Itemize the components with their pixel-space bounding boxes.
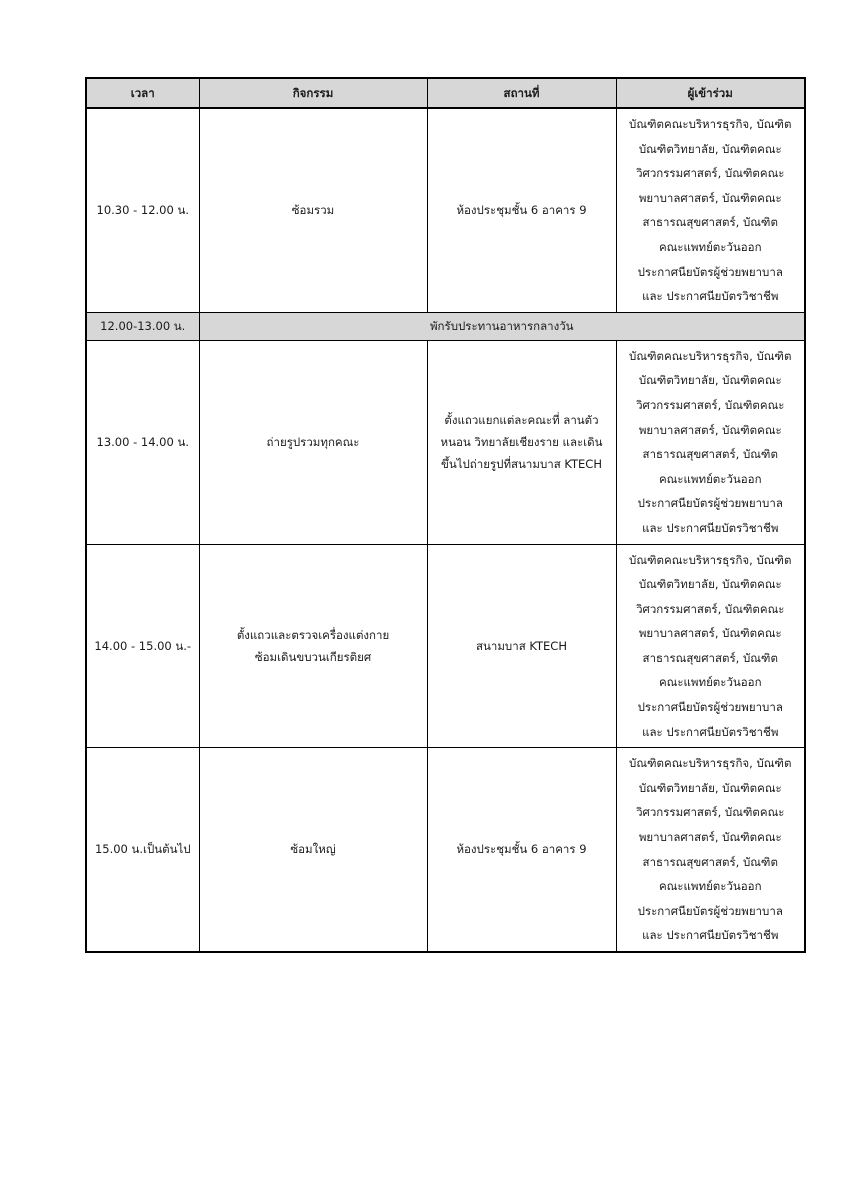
place-line: หนอน วิทยาลัยเชียงราย และเดิน bbox=[440, 435, 603, 450]
attendees-line: บัณฑิตคณะบริหารธุรกิจ, บัณฑิต bbox=[629, 117, 792, 131]
activity-cell: ซ้อมรวม bbox=[199, 108, 427, 312]
attendees-line: ประกาศนียบัตรผู้ช่วยพยาบาล bbox=[637, 496, 783, 511]
attendees-line: พยาบาลศาสตร์, บัณฑิตคณะ bbox=[638, 626, 782, 641]
attendees-cell bbox=[616, 340, 805, 544]
attendees-cell bbox=[616, 108, 805, 312]
activity-cell: ถ่ายรูปรวมทุกคณะ bbox=[199, 340, 427, 544]
attendees-line: ประกาศนียบัตรผู้ช่วยพยาบาล bbox=[637, 903, 783, 918]
attendees-line: สาธารณสุขศาสตร์, บัณฑิต bbox=[642, 447, 778, 462]
attendees-line: บัณฑิตคณะบริหารธุรกิจ, บัณฑิต bbox=[629, 552, 792, 567]
attendees-line: ประกาศนียบัตรผู้ช่วยพยาบาล bbox=[637, 264, 783, 279]
attendees-line: ประกาศนียบัตรผู้ช่วยพยาบาล bbox=[637, 700, 783, 715]
attendees-line: คณะแพทย์ตะวันออก bbox=[658, 239, 762, 254]
table-row bbox=[86, 748, 805, 952]
attendees-line: พยาบาลศาสตร์, บัณฑิตคณะ bbox=[638, 190, 782, 205]
attendees-line: บัณฑิตวิทยาลัย, บัณฑิตคณะ bbox=[638, 373, 782, 388]
attendees-line: คณะแพทย์ตะวันออก bbox=[658, 471, 762, 486]
header-place: สถานที่ bbox=[427, 78, 616, 108]
attendees-line: พยาบาลศาสตร์, บัณฑิตคณะ bbox=[638, 422, 782, 437]
attendees-line: วิศวกรรมศาสตร์, บัณฑิตคณะ bbox=[636, 601, 785, 616]
attendees-line: บัณฑิตวิทยาลัย, บัณฑิตคณะ bbox=[638, 780, 782, 795]
attendees-line: วิศวกรรมศาสตร์, บัณฑิตคณะ bbox=[636, 805, 785, 820]
time-cell: 14.00 - 15.00 น.- bbox=[86, 544, 199, 748]
activity-line: ตั้งแถวและตรวจเครื่องแต่งกาย bbox=[236, 627, 390, 642]
attendees-line: คณะแพทย์ตะวันออก bbox=[658, 675, 762, 690]
table-row bbox=[86, 108, 805, 312]
attendees-line: สาธารณสุขศาสตร์, บัณฑิต bbox=[642, 854, 778, 869]
schedule-table bbox=[85, 77, 806, 953]
break-cell: พักรับประทานอาหารกลางวัน bbox=[199, 312, 805, 340]
attendees-line: บัณฑิตวิทยาลัย, บัณฑิตคณะ bbox=[638, 141, 782, 156]
attendees-line: บัณฑิตคณะบริหารธุรกิจ, บัณฑิต bbox=[629, 348, 792, 363]
time-cell: 10.30 - 12.00 น. bbox=[86, 108, 199, 312]
place-cell: สนามบาส KTECH bbox=[427, 544, 616, 748]
header-activity: กิจกรรม bbox=[199, 78, 427, 108]
attendees-line: และ ประกาศนียบัตรวิชาชีพ bbox=[642, 724, 779, 739]
time-cell: 13.00 - 14.00 น. bbox=[86, 340, 199, 544]
place-cell: ห้องประชุมชั้น 6 อาคาร 9 bbox=[427, 108, 616, 312]
attendees-line: พยาบาลศาสตร์, บัณฑิตคณะ bbox=[638, 830, 782, 845]
table-header-row bbox=[86, 78, 805, 108]
table-row bbox=[86, 544, 805, 748]
attendees-line: วิศวกรรมศาสตร์, บัณฑิตคณะ bbox=[636, 166, 785, 181]
activity-line: ซ้อมเดินขบวนเกียรติยศ bbox=[254, 649, 372, 664]
attendees-cell bbox=[616, 544, 805, 748]
time-cell: 12.00-13.00 น. bbox=[86, 312, 199, 340]
attendees-line: วิศวกรรมศาสตร์, บัณฑิตคณะ bbox=[636, 397, 785, 412]
header-time: เวลา bbox=[86, 78, 199, 108]
attendees-line: และ ประกาศนียบัตรวิชาชีพ bbox=[642, 520, 779, 535]
attendees-cell bbox=[616, 748, 805, 952]
place-line: ขึ้นไปถ่ายรูปที่สนามบาส KTECH bbox=[441, 457, 602, 472]
place-cell bbox=[427, 340, 616, 544]
activity-cell: ซ้อมใหญ่ bbox=[199, 748, 427, 952]
attendees-line: สาธารณสุขศาสตร์, บัณฑิต bbox=[642, 215, 778, 230]
table-row-break bbox=[86, 312, 805, 340]
activity-cell bbox=[199, 544, 427, 748]
attendees-line: สาธารณสุขศาสตร์, บัณฑิต bbox=[642, 650, 778, 665]
table-row bbox=[86, 340, 805, 544]
header-attendees: ผู้เข้าร่วม bbox=[616, 78, 805, 108]
attendees-line: บัณฑิตวิทยาลัย, บัณฑิตคณะ bbox=[638, 577, 782, 592]
attendees-line: บัณฑิตคณะบริหารธุรกิจ, บัณฑิต bbox=[629, 756, 792, 771]
time-cell: 15.00 น.เป็นต้นไป bbox=[86, 748, 199, 952]
place-line: ตั้งแถวแยกแต่ละคณะที่ ลานตัว bbox=[444, 413, 599, 428]
attendees-line: และ ประกาศนียบัตรวิชาชีพ bbox=[642, 289, 779, 304]
attendees-line: คณะแพทย์ตะวันออก bbox=[658, 879, 762, 894]
attendees-line: และ ประกาศนียบัตรวิชาชีพ bbox=[642, 928, 779, 943]
place-cell: ห้องประชุมชั้น 6 อาคาร 9 bbox=[427, 748, 616, 952]
